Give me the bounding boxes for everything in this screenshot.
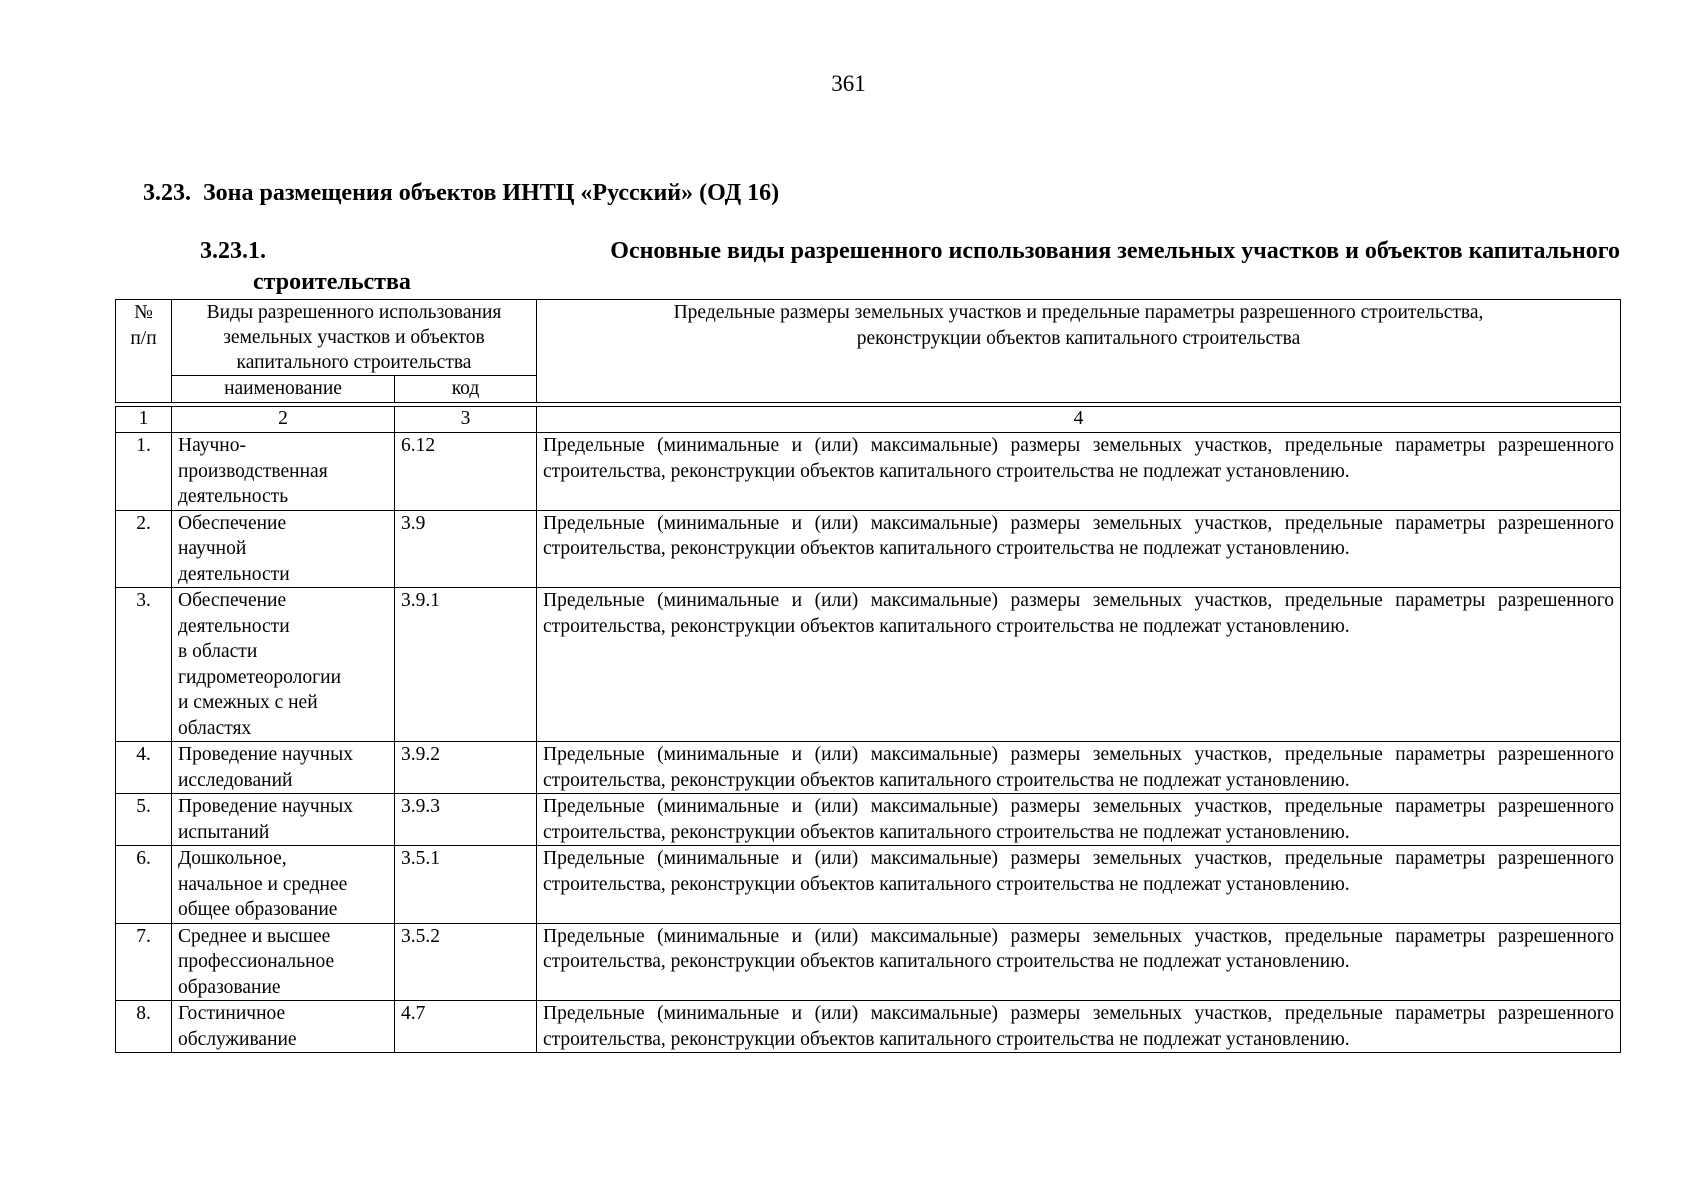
row-number: 2. xyxy=(116,510,172,588)
header-code: код xyxy=(395,376,537,403)
row-number: 5. xyxy=(116,794,172,846)
section-title: Зона размещения объектов ИНТЦ «Русский» (ОД 16) xyxy=(203,180,780,206)
subsection-title-line1: Основные виды разрешенного использования земельных участков и объектов капитального xyxy=(610,238,1620,264)
row-code: 3.9.1 xyxy=(395,588,537,742)
table-row xyxy=(116,794,1621,846)
header-row-main xyxy=(116,300,1621,376)
subsection-title-line2: строительства xyxy=(253,269,411,295)
row-limits: Предельные (минимальные и (или) максимальные) размеры земельных участков, предельные параметры разрешенного строительства, реконструкции объектов капитального строительства не подлежат установлению. xyxy=(537,433,1621,511)
page-number: 361 xyxy=(831,71,866,96)
row-name: Научно- производственная деятельность xyxy=(172,433,395,511)
header-limits: Предельные размеры земельных участков и предельные параметры разрешенного строительства, реконструкции объектов капитального строительства xyxy=(537,300,1621,403)
column-numbers-row xyxy=(116,407,1621,433)
row-name: Среднее и высшее профессиональное образование xyxy=(172,923,395,1001)
row-number: 6. xyxy=(116,846,172,924)
section-number: 3.23. xyxy=(143,180,191,206)
column-number: 1 xyxy=(116,407,172,433)
row-number: 8. xyxy=(116,1001,172,1053)
row-number: 3. xyxy=(116,588,172,742)
row-name: Проведение научных исследований xyxy=(172,742,395,794)
column-number: 4 xyxy=(537,407,1621,433)
subsection-heading-line1 xyxy=(200,236,1620,267)
row-code: 3.9 xyxy=(395,510,537,588)
table-row xyxy=(116,588,1621,742)
row-code: 3.9.3 xyxy=(395,794,537,846)
row-limits: Предельные (минимальные и (или) максимальные) размеры земельных участков, предельные параметры разрешенного строительства, реконструкции объектов капитального строительства не подлежат установлению. xyxy=(537,846,1621,924)
subsection-number: 3.23.1. xyxy=(200,238,266,264)
row-name: Дошкольное, начальное и среднее общее образование xyxy=(172,846,395,924)
row-limits: Предельные (минимальные и (или) максимальные) размеры земельных участков, предельные параметры разрешенного строительства, реконструкции объектов капитального строительства не подлежат установлению. xyxy=(537,794,1621,846)
table-header xyxy=(115,299,1621,403)
row-limits: Предельные (минимальные и (или) максимальные) размеры земельных участков, предельные параметры разрешенного строительства, реконструкции объектов капитального строительства не подлежат установлению. xyxy=(537,510,1621,588)
row-limits: Предельные (минимальные и (или) максимальные) размеры земельных участков, предельные параметры разрешенного строительства, реконструкции объектов капитального строительства не подлежат установлению. xyxy=(537,742,1621,794)
header-name: наименование xyxy=(172,376,395,403)
row-code: 3.5.1 xyxy=(395,846,537,924)
row-code: 3.5.2 xyxy=(395,923,537,1001)
table-row xyxy=(116,433,1621,511)
row-name: Обеспечение научной деятельности xyxy=(172,510,395,588)
subsection-heading xyxy=(200,236,1620,298)
header-no: № п/п xyxy=(116,300,172,403)
table-body xyxy=(115,406,1621,1053)
table-row xyxy=(116,1001,1621,1053)
row-name: Гостиничное обслуживание xyxy=(172,1001,395,1053)
table-row xyxy=(116,742,1621,794)
row-limits: Предельные (минимальные и (или) максимальные) размеры земельных участков, предельные параметры разрешенного строительства, реконструкции объектов капитального строительства не подлежат установлению. xyxy=(537,1001,1621,1053)
row-limits: Предельные (минимальные и (или) максимальные) размеры земельных участков, предельные параметры разрешенного строительства, реконструкции объектов капитального строительства не подлежат установлению. xyxy=(537,588,1621,742)
row-number: 4. xyxy=(116,742,172,794)
table-row xyxy=(116,510,1621,588)
column-number: 2 xyxy=(172,407,395,433)
row-limits: Предельные (минимальные и (или) максимальные) размеры земельных участков, предельные параметры разрешенного строительства, реконструкции объектов капитального строительства не подлежат установлению. xyxy=(537,923,1621,1001)
table-row xyxy=(116,846,1621,924)
row-number: 7. xyxy=(116,923,172,1001)
row-number: 1. xyxy=(116,433,172,511)
column-number: 3 xyxy=(395,407,537,433)
row-name: Обеспечение деятельности в области гидрометеорологии и смежных с ней областях xyxy=(172,588,395,742)
section-heading xyxy=(143,178,779,208)
header-types-group: Виды разрешенного использования земельных участков и объектов капитального строительства xyxy=(172,300,537,376)
row-code: 6.12 xyxy=(395,433,537,511)
row-name: Проведение научных испытаний xyxy=(172,794,395,846)
table-row xyxy=(116,923,1621,1001)
row-code: 4.7 xyxy=(395,1001,537,1053)
row-code: 3.9.2 xyxy=(395,742,537,794)
